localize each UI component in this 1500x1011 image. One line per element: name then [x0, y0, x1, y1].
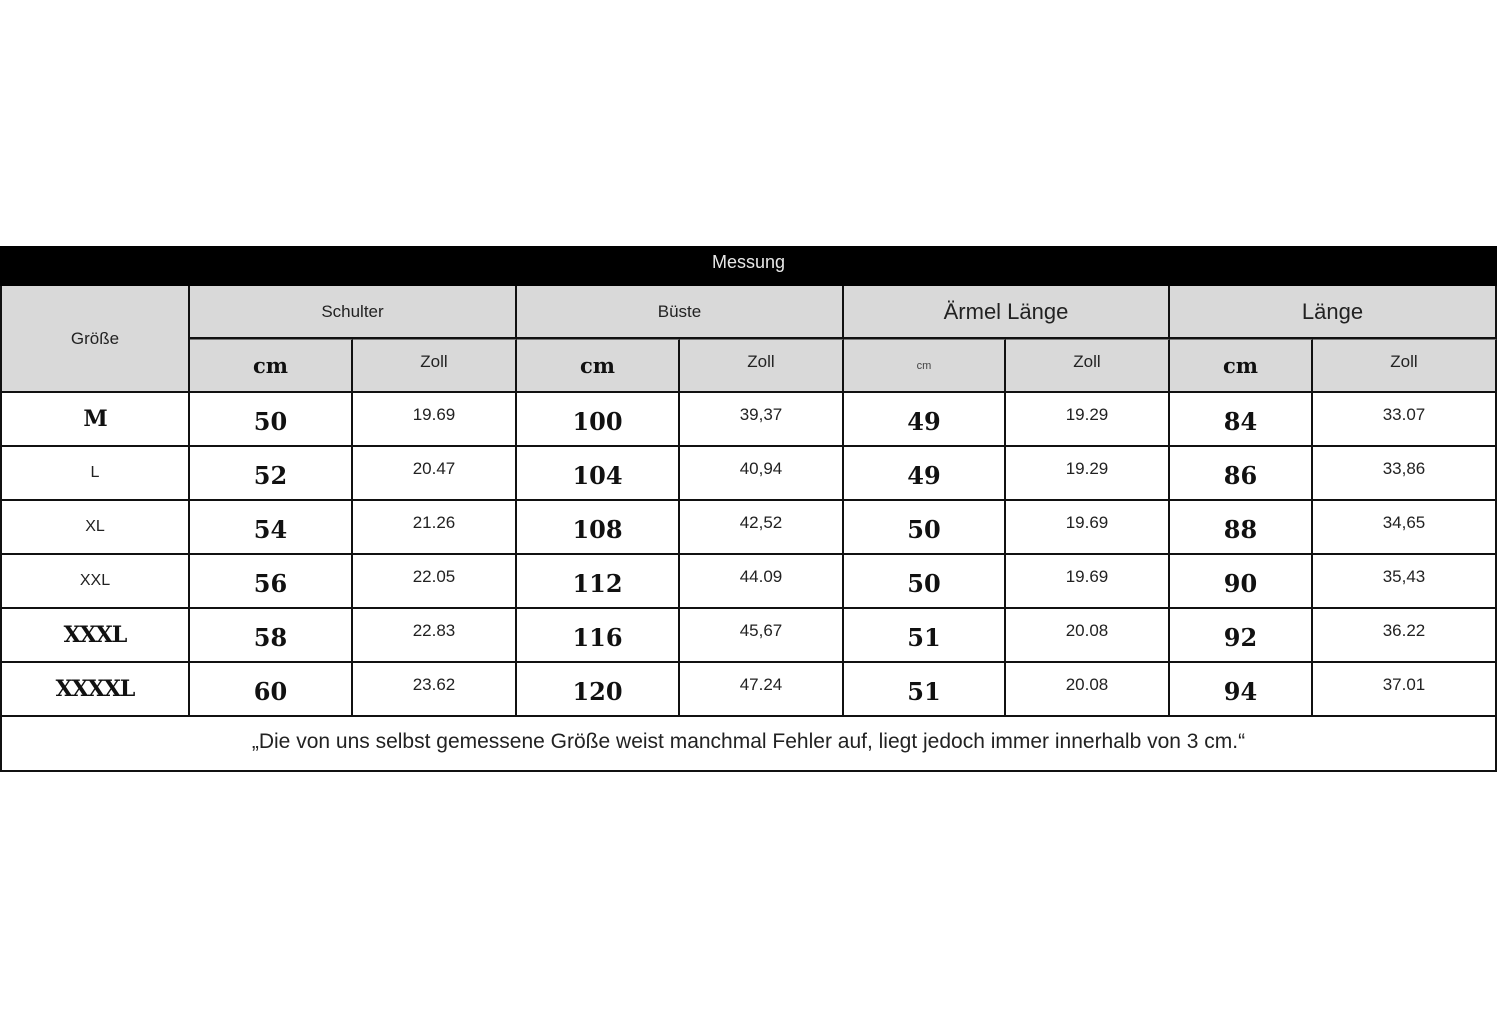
value-inch: 21.26 [412, 513, 456, 532]
value-inch: 47.24 [739, 675, 783, 694]
value-inch: 36.22 [1382, 621, 1426, 640]
value-inch: 44.09 [739, 567, 783, 586]
value-cm: 108 [572, 514, 623, 544]
value-inch: 22.83 [412, 621, 456, 640]
size-chart-table [0, 246, 1497, 772]
value-cm: 100 [572, 406, 623, 436]
value-inch: 37.01 [1382, 675, 1426, 694]
footnote-text: „Die von uns selbst gemessene Größe weist manchmal Fehler auf, liegt jedoch immer innerhalb von 3 cm.“ [251, 729, 1246, 753]
group-header-label: Ärmel Länge [943, 298, 1069, 324]
size-label: XL [85, 518, 105, 535]
value-cm: 52 [253, 460, 288, 490]
size-label: XXXXL [55, 676, 135, 702]
value-inch: 45,67 [739, 621, 783, 640]
footnote-cell [0, 717, 1497, 772]
value-cell-inch [353, 447, 517, 501]
value-cell-inch [1313, 393, 1497, 447]
value-cm: 56 [253, 568, 288, 598]
value-cell-inch [353, 555, 517, 609]
value-cell-cm [844, 663, 1006, 717]
group-header [190, 286, 517, 339]
size-cell [0, 501, 190, 555]
value-cm: 49 [907, 406, 941, 436]
value-cm: 51 [907, 622, 941, 652]
value-cell-inch [680, 393, 844, 447]
value-inch: 20.08 [1065, 621, 1109, 640]
size-label: L [90, 464, 100, 481]
value-cell-cm [517, 555, 680, 609]
table-title-bar [0, 246, 1497, 286]
value-inch: 33,86 [1382, 459, 1426, 478]
value-cell-cm [190, 501, 353, 555]
value-cell-cm [1170, 501, 1313, 555]
value-cm: 49 [907, 460, 941, 490]
group-header [844, 286, 1170, 339]
unit-label-inch: Zoll [1390, 351, 1418, 371]
value-cell-cm [1170, 447, 1313, 501]
value-cm: 86 [1223, 460, 1258, 490]
value-cm: 88 [1223, 514, 1258, 544]
size-cell [0, 447, 190, 501]
unit-label-cm: cm [252, 353, 288, 378]
value-inch: 34,65 [1382, 513, 1426, 532]
unit-label-inch: Zoll [420, 351, 448, 371]
value-cell-cm [190, 663, 353, 717]
value-cell-inch [353, 609, 517, 663]
value-inch: 42,52 [739, 513, 783, 532]
unit-header-cm [190, 339, 353, 393]
value-cell-cm [1170, 609, 1313, 663]
unit-label-cm: cm [916, 359, 932, 372]
value-cell-cm [517, 393, 680, 447]
unit-header-cm [844, 339, 1006, 393]
value-cell-cm [190, 609, 353, 663]
value-cm: 84 [1223, 406, 1258, 436]
value-cell-cm [844, 609, 1006, 663]
value-inch: 19.69 [1065, 513, 1109, 532]
value-cm: 92 [1223, 622, 1258, 652]
table-title: Messung [711, 251, 786, 272]
value-cell-inch [680, 501, 844, 555]
value-cell-cm [1170, 393, 1313, 447]
value-cell-cm [517, 501, 680, 555]
value-cm: 50 [907, 514, 941, 544]
value-cm: 50 [253, 406, 288, 436]
value-cell-cm [190, 555, 353, 609]
value-cell-inch [1313, 609, 1497, 663]
unit-header-cm [517, 339, 680, 393]
group-header [1170, 286, 1497, 339]
value-cell-inch [353, 501, 517, 555]
value-cell-cm [844, 393, 1006, 447]
value-cm: 94 [1223, 676, 1258, 706]
unit-header-cm [1170, 339, 1313, 393]
unit-label-cm: cm [1222, 353, 1258, 378]
unit-header-inch [1313, 339, 1497, 393]
value-cm: 120 [572, 676, 623, 706]
value-cm: 51 [907, 676, 941, 706]
value-cell-inch [1006, 393, 1170, 447]
value-cell-inch [1006, 555, 1170, 609]
unit-header-inch [353, 339, 517, 393]
value-cell-cm [1170, 663, 1313, 717]
value-cell-inch [1313, 501, 1497, 555]
size-label: XXL [79, 572, 111, 589]
value-cell-cm [517, 609, 680, 663]
value-inch: 23.62 [412, 675, 456, 694]
value-cell-inch [1006, 609, 1170, 663]
size-cell [0, 555, 190, 609]
size-label: M [83, 406, 107, 432]
group-header-label: Länge [1301, 298, 1364, 324]
value-cell-cm [190, 393, 353, 447]
value-cm: 112 [572, 568, 623, 598]
value-cell-inch [680, 555, 844, 609]
value-cell-inch [1006, 447, 1170, 501]
size-label: XXXL [63, 622, 127, 648]
unit-header-inch [1006, 339, 1170, 393]
unit-label-inch: Zoll [747, 351, 775, 371]
value-inch: 39,37 [739, 405, 783, 424]
value-cm: 90 [1223, 568, 1258, 598]
size-column-header [0, 286, 190, 393]
value-cell-cm [517, 663, 680, 717]
value-cell-inch [680, 447, 844, 501]
value-cm: 50 [907, 568, 941, 598]
value-cm: 58 [253, 622, 288, 652]
unit-label-cm: cm [579, 353, 615, 378]
value-cell-inch [680, 609, 844, 663]
unit-header-inch [680, 339, 844, 393]
size-cell [0, 663, 190, 717]
value-cell-inch [1006, 663, 1170, 717]
value-cm: 60 [253, 676, 288, 706]
value-cell-cm [517, 447, 680, 501]
value-cell-inch [1313, 555, 1497, 609]
unit-label-inch: Zoll [1073, 351, 1101, 371]
group-header-label: Büste [657, 301, 702, 321]
value-inch: 35,43 [1382, 567, 1426, 586]
value-inch: 19.69 [412, 405, 456, 424]
value-cell-inch [1313, 663, 1497, 717]
size-cell [0, 609, 190, 663]
value-cm: 104 [572, 460, 623, 490]
value-cell-inch [1006, 501, 1170, 555]
value-inch: 19.29 [1065, 459, 1109, 478]
value-cell-inch [353, 393, 517, 447]
value-cm: 54 [253, 514, 288, 544]
size-cell [0, 393, 190, 447]
value-cell-cm [844, 447, 1006, 501]
value-inch: 40,94 [739, 459, 783, 478]
group-header-label: Schulter [321, 301, 384, 321]
value-inch: 20.47 [412, 459, 456, 478]
value-inch: 19.69 [1065, 567, 1109, 586]
value-inch: 19.29 [1065, 405, 1109, 424]
value-cell-cm [844, 555, 1006, 609]
size-header-label: Größe [70, 328, 120, 348]
value-cell-inch [353, 663, 517, 717]
value-inch: 33.07 [1382, 405, 1426, 424]
value-cm: 116 [572, 622, 623, 652]
value-cell-inch [1313, 447, 1497, 501]
value-cell-inch [680, 663, 844, 717]
value-cell-cm [190, 447, 353, 501]
value-cell-cm [1170, 555, 1313, 609]
value-inch: 20.08 [1065, 675, 1109, 694]
group-header [517, 286, 844, 339]
value-cell-cm [844, 501, 1006, 555]
value-inch: 22.05 [412, 567, 456, 586]
